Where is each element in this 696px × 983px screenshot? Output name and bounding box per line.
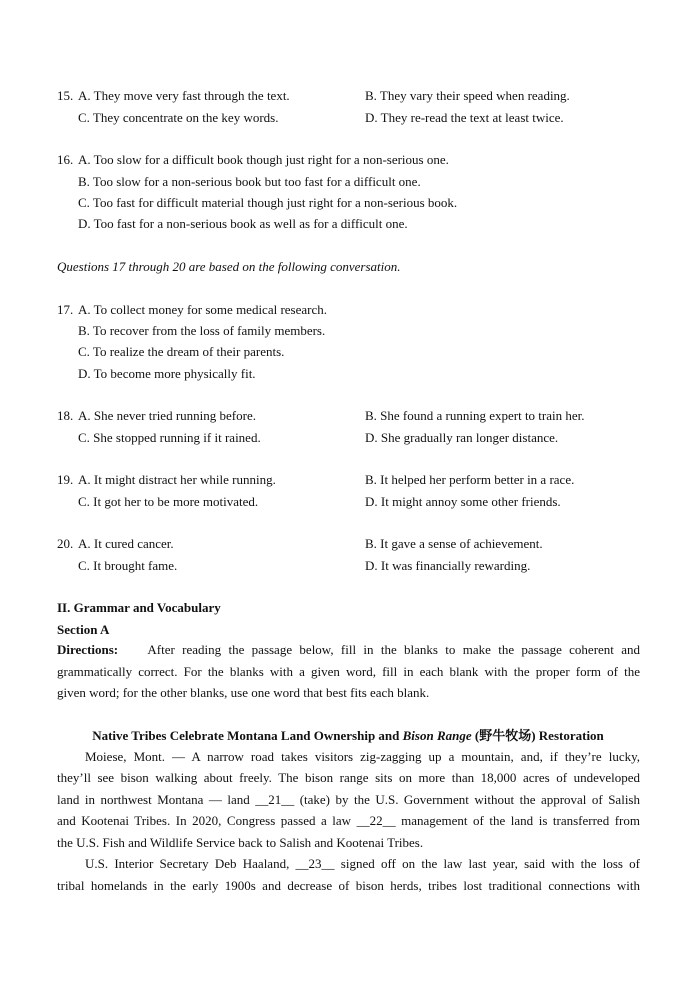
passage-line: and Kootenai Tribes. In 2020, Congress passed a law __22__ management of the land is transferred from — [57, 813, 640, 828]
option-c: C. Too fast for difficult material though just right for a non-serious book. — [78, 195, 458, 210]
passage-line: land in northwest Montana — land __21__ (take) by the U.S. Government without the approval of Salish — [57, 792, 640, 807]
option-c: C. She stopped running if it rained. — [78, 430, 261, 445]
option-d: D. They re-read the text at least twice. — [365, 110, 564, 125]
option-b: B. They vary their speed when reading. — [365, 88, 570, 103]
passage-line: Moiese, Mont. — A narrow road takes visitors zig-zagging up a mountain, and, if they’re lucky, — [85, 749, 640, 764]
option-a: A. It cured cancer. — [78, 536, 174, 551]
question-number: 16. — [57, 152, 74, 167]
directions-text: After reading the passage below, fill in the blanks to make the passage coherent and — [147, 642, 640, 657]
option-c: C. It got her to be more motivated. — [78, 494, 259, 509]
title-text-end: (野牛牧场) Restoration — [471, 728, 604, 743]
question-number: 15. — [57, 88, 74, 103]
passage-title — [0, 728, 696, 744]
question-number: 19. — [57, 472, 74, 487]
part-heading: II. Grammar and Vocabulary — [57, 600, 221, 615]
title-text: Native Tribes Celebrate Montana Land Ownership and — [92, 728, 403, 743]
option-d: D. She gradually ran longer distance. — [365, 430, 559, 445]
passage-line: tribal homelands in the early 1900s and decrease of bison herds, tribes lost traditional connections with — [57, 878, 640, 893]
section-heading: Section A — [57, 622, 110, 637]
passage-line: the U.S. Fish and Wildlife Service back to Salish and Kootenai Tribes. — [57, 835, 424, 850]
option-a: A. It might distract her while running. — [78, 472, 276, 487]
directions-label: Directions: — [57, 642, 119, 657]
passage-line: they’ll see bison walking about freely. The bison range sits on more than 18,000 acres of undeveloped — [57, 770, 640, 785]
option-b: B. Too slow for a non-serious book but too fast for a difficult one. — [78, 174, 421, 189]
option-d: D. To become more physically fit. — [78, 366, 256, 381]
passage-line: U.S. Interior Secretary Deb Haaland, __23__ signed off on the law last year, said with the loss of — [85, 856, 640, 871]
title-italic: Bison Range — [402, 728, 472, 743]
option-b: B. It helped her perform better in a race. — [365, 472, 575, 487]
option-b: B. To recover from the loss of family members. — [78, 323, 326, 338]
option-a: A. Too slow for a difficult book though just right for a non-serious one. — [78, 152, 449, 167]
question-number: 17. — [57, 302, 74, 317]
option-c: C. It brought fame. — [78, 558, 178, 573]
question-number: 18. — [57, 408, 74, 423]
directions-line-2: grammatically correct. For the blanks with a given word, fill in each blank with the proper form of the — [57, 664, 640, 679]
option-c: C. They concentrate on the key words. — [78, 110, 279, 125]
conversation-note: Questions 17 through 20 are based on the following conversation. — [57, 259, 401, 274]
option-a: A. They move very fast through the text. — [78, 88, 290, 103]
option-c: C. To realize the dream of their parents. — [78, 344, 285, 359]
option-b: B. She found a running expert to train her. — [365, 408, 585, 423]
option-d: D. It was financially rewarding. — [365, 558, 531, 573]
option-a: A. She never tried running before. — [78, 408, 256, 423]
option-d: D. It might annoy some other friends. — [365, 494, 561, 509]
question-number: 20. — [57, 536, 74, 551]
option-d: D. Too fast for a non-serious book as well as for a difficult one. — [78, 216, 408, 231]
option-a: A. To collect money for some medical research. — [78, 302, 328, 317]
directions-line-1 — [57, 639, 640, 661]
directions-line-3: given word; for the other blanks, use one word that best fits each blank. — [57, 685, 430, 700]
option-b: B. It gave a sense of achievement. — [365, 536, 543, 551]
